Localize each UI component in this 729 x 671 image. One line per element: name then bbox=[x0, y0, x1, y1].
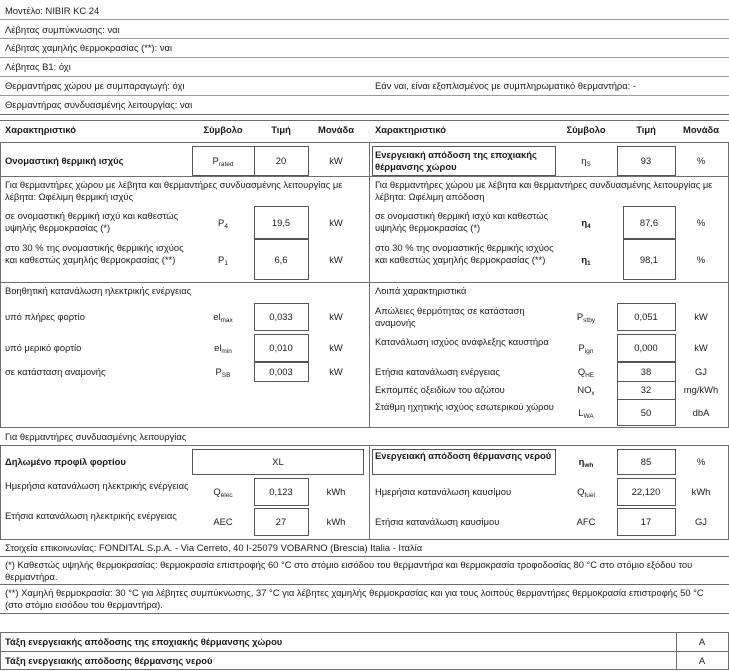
pstby-symbol: $P_{stby}$ bbox=[576, 311, 596, 324]
seasonal-efficiency-unit: % bbox=[696, 155, 706, 166]
supplementary-label: Εάν ναι, είναι εξοπλισμένος με συμπληρωματικό θερμαντήρα: - bbox=[375, 80, 637, 91]
p1-symbol: $P_1$ bbox=[218, 254, 228, 267]
elmax-value: 0,033 bbox=[269, 311, 293, 322]
qhe-symbol: $Q_{HE}$ bbox=[577, 366, 595, 379]
eta4-value: 87,6 bbox=[639, 217, 659, 228]
load-profile-value: XL bbox=[272, 456, 284, 467]
col-characteristic-right: Χαρακτηριστικό bbox=[375, 124, 446, 135]
water-efficiency-unit: % bbox=[696, 456, 706, 467]
p1-value: 6,6 bbox=[274, 254, 288, 265]
seasonal-efficiency-symbol: $\eta_S$ bbox=[581, 155, 591, 168]
useful-power-intro: Για θερμαντήρες χώρου με λέβητα και θερμαντήρες συνδυασμένης λειτουργίας με λέβητα: Ωφέλιμη θερμική ισχύς bbox=[5, 179, 343, 202]
lwa-value: 50 bbox=[640, 407, 652, 418]
p4-symbol: $P_4$ bbox=[218, 217, 228, 230]
elmin-symbol: $el_{min}$ bbox=[214, 342, 232, 355]
elmax-label: υπό πλήρες φορτίο bbox=[5, 311, 85, 322]
aec-label: Ετήσια κατανάλωση ηλεκτρικής ενέργειας bbox=[5, 510, 177, 521]
afc-label: Ετήσια κατανάλωση καυσίμου bbox=[375, 516, 500, 527]
col-value-right: Τιμή bbox=[636, 124, 656, 135]
water-heating-class-label: Τάξη ενεργειακής απόδοσης θέρμανσης νερού bbox=[5, 655, 213, 666]
aec-value: 27 bbox=[275, 516, 287, 527]
combination-label: Θερμαντήρας συνδυασμένης λειτουργίας: ναι bbox=[5, 99, 193, 110]
afc-unit: GJ bbox=[695, 516, 707, 527]
combi-section-title: Για θερμαντήρες συνδυασμένης λειτουργίας bbox=[5, 431, 187, 442]
col-value-left: Τιμή bbox=[271, 124, 291, 135]
load-profile-label: Δηλωμένο προφίλ φορτίου bbox=[5, 456, 126, 467]
eta4-symbol: $\eta_4$ bbox=[581, 217, 591, 230]
psb-label: σε κατάσταση αναμονής bbox=[5, 366, 106, 377]
nox-label: Εκπομπές οξειδίων του αζώτου bbox=[375, 384, 505, 395]
col-unit-left: Μονάδα bbox=[318, 124, 354, 135]
psb-value: 0,003 bbox=[269, 366, 293, 377]
p4-value: 19,5 bbox=[271, 217, 291, 228]
qfuel-label: Ημερήσια κατανάλωση καυσίμου bbox=[375, 486, 512, 497]
qelec-symbol: $Q_{elec}$ bbox=[213, 486, 233, 499]
eta4-unit: % bbox=[696, 217, 706, 228]
seasonal-efficiency-label: Ενεργειακή απόδοση της εποχιακής θέρμανσης χώρου bbox=[375, 149, 537, 172]
pign-value: 0,000 bbox=[634, 342, 658, 353]
p1-label: στο 30 % της ονομαστικής θερμικής ισχύος και καθεστώς χαμηλής θερμοκρασίας (**) bbox=[5, 242, 184, 265]
psb-unit: kW bbox=[329, 366, 343, 377]
qhe-value: 38 bbox=[640, 366, 652, 377]
eta1-label: στο 30 % της ονομαστικής θερμικής ισχύος και καθεστώς χαμηλής θερμοκρασίας (**) bbox=[375, 242, 554, 265]
aux-consumption-intro: Βοηθητική κατανάλωση ηλεκτρικής ενέργειας bbox=[5, 285, 192, 296]
pign-unit: kW bbox=[694, 342, 708, 353]
qfuel-symbol: $Q_{fuel}$ bbox=[577, 486, 595, 499]
condensing-label: Λέβητας συμπύκνωσης: ναι bbox=[5, 24, 120, 35]
psb-symbol: $P_{SB}$ bbox=[215, 366, 231, 379]
pstby-value: 0,051 bbox=[634, 311, 658, 322]
qhe-unit: GJ bbox=[695, 366, 707, 377]
elmax-unit: kW bbox=[329, 311, 343, 322]
elmin-value: 0,010 bbox=[269, 342, 293, 353]
useful-efficiency-intro: Για θερμαντήρες χώρου με λέβητα και θερμαντήρες συνδυασμένης λειτουργίας με λέβητα: Ωφέλιμη απόδοση bbox=[375, 179, 713, 202]
space-heating-class-label: Τάξη ενεργειακής απόδοσης της εποχιακής θέρμανσης χώρου bbox=[5, 636, 283, 647]
rated-power-label: Ονομαστική θερμική ισχύς bbox=[5, 155, 124, 166]
qhe-label: Ετήσια κατανάλωση ενέργειας bbox=[375, 366, 500, 377]
low-temp-label: Λέβητας χαμηλής θερμοκρασίας (**): ναι bbox=[5, 42, 173, 53]
pign-label: Κατανάλωση ισχύος ανάφλεξης καυστήρα bbox=[375, 336, 549, 347]
lwa-unit: dbA bbox=[692, 407, 710, 418]
qelec-unit: kWh bbox=[326, 486, 346, 497]
space-heating-class-value: A bbox=[698, 636, 706, 647]
pign-symbol: $P_{ign}$ bbox=[578, 342, 594, 355]
other-characteristics-intro: Λοιπά χαρακτηριστικά bbox=[375, 285, 467, 296]
water-efficiency-value: 85 bbox=[640, 456, 652, 467]
nox-symbol: $NO_x$ bbox=[577, 384, 595, 397]
aec-symbol: AEC bbox=[213, 516, 233, 527]
nox-value: 32 bbox=[640, 384, 652, 395]
qfuel-value: 22,120 bbox=[631, 486, 661, 497]
water-efficiency-symbol: $\eta_{wh}$ bbox=[578, 456, 594, 469]
elmin-label: υπό μερικό φορτίο bbox=[5, 342, 82, 353]
pstby-unit: kW bbox=[694, 311, 708, 322]
rated-power-unit: kW bbox=[329, 155, 343, 166]
col-symbol-left: Σύμβολο bbox=[203, 124, 243, 135]
elmax-symbol: $el_{max}$ bbox=[213, 311, 233, 324]
qfuel-unit: kWh bbox=[691, 486, 711, 497]
note-low-temp: (**) Χαμηλή θερμοκρασία: 30 °C για λέβητες συμπύκνωσης, 37 °C για λέβητες χαμηλής θερμοκρασίας και για τους λοιπούς θερμαντήρες θερμοκρασία επιστροφής 50 °C (στο στόμιο εισόδου του θερμαντήρα). bbox=[5, 587, 704, 610]
qelec-value: 0,123 bbox=[269, 486, 293, 497]
pstby-label: Απώλειες θερμότητας σε κατάσταση αναμονής bbox=[375, 305, 525, 328]
lwa-label: Στάθμη ηχητικής ισχύος εσωτερικού χώρου bbox=[375, 401, 554, 412]
elmin-unit: kW bbox=[329, 342, 343, 353]
col-characteristic-left: Χαρακτηριστικό bbox=[5, 124, 76, 135]
water-heating-class-value: A bbox=[698, 655, 706, 666]
aec-unit: kWh bbox=[326, 516, 346, 527]
eta1-value: 98,1 bbox=[639, 254, 659, 265]
p4-unit: kW bbox=[329, 217, 343, 228]
afc-symbol: AFC bbox=[576, 516, 596, 527]
afc-value: 17 bbox=[640, 516, 652, 527]
nox-unit: mg/kWh bbox=[683, 384, 719, 395]
rated-power-symbol: $P_{rated}$ bbox=[212, 155, 234, 168]
cogeneration-label: Θερμαντήρας χώρου με συμπαραγωγή: όχι bbox=[5, 80, 185, 91]
eta1-unit: % bbox=[696, 254, 706, 265]
contact-details: Στοιχεία επικοινωνίας: FONDITAL S.p.A. - Via Cerreto, 40 I-25079 VOBARNO (Brescia) Italia - Ιταλία bbox=[5, 542, 423, 553]
rated-power-value: 20 bbox=[275, 155, 287, 166]
model-label: Μοντέλο: NIBIR KC 24 bbox=[5, 5, 100, 16]
eta1-symbol: $\eta_1$ bbox=[581, 254, 591, 267]
qelec-label: Ημερήσια κατανάλωση ηλεκτρικής ενέργειας bbox=[5, 480, 189, 491]
eta4-label: σε ονομαστική θερμική ισχύ και καθεστώς υψηλής θερμοκρασίας (*) bbox=[375, 210, 549, 233]
seasonal-efficiency-value: 93 bbox=[640, 155, 652, 166]
col-unit-right: Μονάδα bbox=[683, 124, 719, 135]
b1-label: Λέβητας B1: όχι bbox=[5, 61, 71, 72]
water-efficiency-label: Ενεργειακή απόδοση θέρμανσης νερού bbox=[375, 450, 552, 461]
p1-unit: kW bbox=[329, 254, 343, 265]
lwa-symbol: $L_{WA}$ bbox=[578, 407, 594, 420]
note-high-temp: (*) Καθεστώς υψηλής θερμοκρασίας: θερμοκρασία επιστροφής 60 °C στο στόμιο εισόδου του θερμαντήρα και θερμοκρασία τροφοδοσίας 80 °C στο στόμιο εξόδου του θερμαντήρα. bbox=[5, 559, 693, 582]
p4-label: σε ονομαστική θερμική ισχύ και καθεστώς υψηλής θερμοκρασίας (*) bbox=[5, 210, 179, 233]
col-symbol-right: Σύμβολο bbox=[566, 124, 606, 135]
